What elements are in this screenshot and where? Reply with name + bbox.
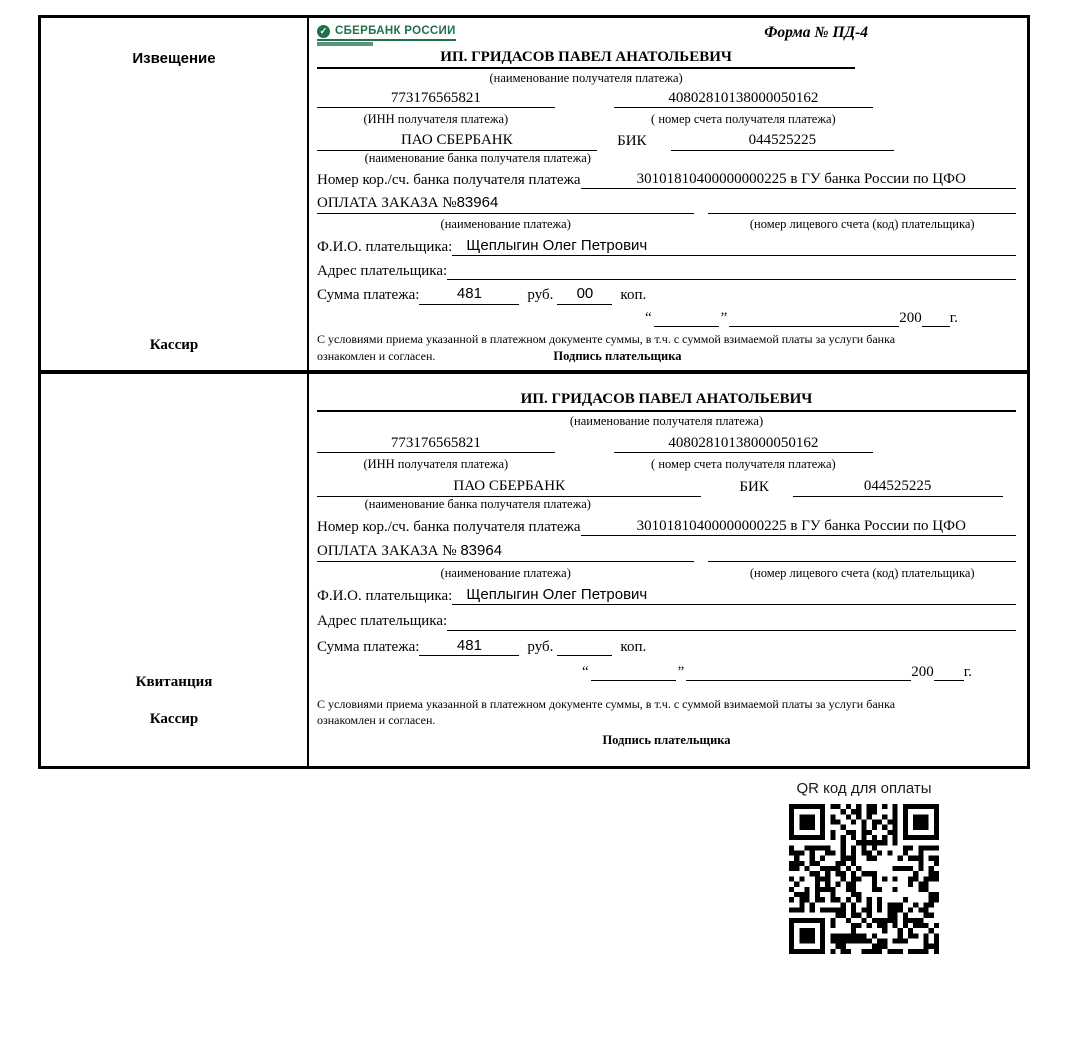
inn-account-row [317, 434, 1016, 453]
inn-caption: (ИНН получателя платежа) [363, 457, 509, 472]
rub-label: руб. [527, 638, 554, 655]
recipient-caption: (наименование получателя платежа) [569, 413, 764, 428]
signature-label: Подпись плательщика [553, 348, 682, 363]
qr-code [789, 804, 939, 954]
signature-label: Подпись плательщика [602, 733, 731, 748]
recipient-block [317, 48, 855, 86]
year-suffix: г. [963, 663, 972, 680]
terms-line2: ознакомлен и согласен. [317, 712, 436, 727]
quote-close: ” [677, 663, 685, 680]
payment-name-label: ОПЛАТА ЗАКАЗА № [317, 195, 457, 212]
payment-name-cell [317, 542, 694, 561]
korr-row [317, 517, 1016, 536]
quote-open: “ [644, 309, 652, 326]
payment-form-pd4 [38, 15, 1030, 769]
notice-title: Извещение [132, 50, 216, 67]
receipt-title: Квитанция [135, 674, 213, 691]
payment-caption: (наименование платежа) [440, 217, 571, 232]
quote-open: “ [581, 663, 589, 680]
bank-caption-row [317, 497, 1016, 511]
payer-name-value: Щеплыгин Олег Петрович [452, 237, 1016, 256]
korr-value: 30101810400000000225 в ГУ банка России по ЦФО [581, 170, 1016, 189]
inn-caption: (ИНН получателя платежа) [363, 111, 509, 126]
address-row [317, 611, 1016, 630]
payment-captions-row [317, 562, 1016, 580]
date-month-blank [729, 308, 899, 327]
receipt-stub [41, 374, 309, 766]
inn-value: 773176565821 [317, 434, 555, 453]
recipient-caption: (наименование получателя платежа) [489, 71, 683, 86]
inn-account-captions [317, 453, 1016, 471]
payer-row [317, 586, 1016, 605]
cashier-label: Кассир [149, 337, 199, 354]
date-day-blank [654, 308, 719, 327]
address-blank [447, 611, 1016, 630]
personal-account-blank [708, 194, 1016, 213]
logo-tagline-strip [317, 42, 373, 46]
payment-captions-row [317, 214, 1016, 232]
payment-caption: (наименование платежа) [440, 565, 571, 580]
account-caption: ( номер счета получателя платежа) [651, 457, 836, 472]
personal-caption: (номер лицевого счета (код) плательщика) [749, 565, 975, 580]
bank-caption: (наименование банка получателя платежа) [364, 496, 591, 511]
recipient-name: ИП. ГРИДАСОВ ПАВЕЛ АНАТОЛЬЕВИЧ [317, 48, 855, 69]
terms-block [317, 697, 1016, 748]
cashier-label: Кассир [149, 711, 199, 728]
date-row [317, 308, 958, 327]
year-blank [922, 308, 950, 327]
personal-account-blank [708, 542, 1016, 561]
payer-row [317, 237, 1016, 256]
sum-kop-value: 00 [557, 285, 612, 304]
sberbank-logo-icon: ✓ [317, 25, 330, 38]
account-caption: ( номер счета получателя платежа) [651, 111, 836, 126]
sum-kop-blank [557, 637, 612, 656]
sum-label: Сумма платежа: [317, 287, 420, 304]
inn-account-captions [317, 108, 1016, 126]
bik-label: БИК [617, 133, 647, 150]
order-number: 83964 [460, 542, 503, 560]
bik-value: 044525225 [671, 131, 895, 150]
sum-rub-value: 481 [419, 285, 519, 304]
sum-rub-value: 481 [419, 637, 519, 656]
bank-caption-row [317, 151, 1016, 165]
personal-caption: (номер лицевого счета (код) плательщика) [749, 217, 975, 232]
notice-section [41, 18, 1027, 370]
kop-label: коп. [620, 638, 647, 655]
sberbank-logo-text: СБЕРБАНК РОССИИ [335, 25, 456, 37]
bank-name-value: ПАО СБЕРБАНК [317, 131, 597, 150]
bik-label: БИК [739, 479, 769, 496]
year-suffix: г. [949, 309, 958, 326]
address-label: Адрес плательщика: [317, 613, 448, 630]
receipt-section [41, 370, 1027, 766]
date-row [317, 662, 972, 681]
terms-line2-row [317, 348, 1016, 365]
rub-label: руб. [527, 287, 554, 304]
notice-content [309, 18, 1027, 370]
payment-name-cell [317, 194, 694, 213]
sum-row [317, 285, 1016, 304]
bank-caption: (наименование банка получателя платежа) [364, 150, 591, 165]
inn-value: 773176565821 [317, 89, 555, 108]
header-row [317, 24, 1016, 46]
korr-label: Номер кор./сч. банка получателя платежа [317, 519, 581, 536]
recipient-name: ИП. ГРИДАСОВ ПАВЕЛ АНАТОЛЬЕВИЧ [317, 390, 1016, 411]
bank-bik-row [317, 131, 1016, 150]
address-blank [447, 261, 1016, 280]
inn-account-row [317, 89, 1016, 108]
receipt-content [309, 374, 1027, 766]
payment-name-label: ОПЛАТА ЗАКАЗА № [317, 543, 457, 560]
terms-block [317, 332, 1016, 364]
bank-name-value: ПАО СБЕРБАНК [317, 477, 701, 496]
date-day-blank [591, 662, 676, 681]
korr-label: Номер кор./сч. банка получателя платежа [317, 171, 581, 188]
address-label: Адрес плательщика: [317, 263, 448, 280]
sum-label: Сумма платежа: [317, 638, 420, 655]
terms-line1: С условиями приема указанной в платежном документе суммы, в т.ч. с суммой взимаемой платы за услуги банка [317, 697, 896, 712]
payer-name-value: Щеплыгин Олег Петрович [452, 586, 1016, 605]
address-row [317, 261, 1016, 280]
year-prefix: 200 [899, 309, 922, 326]
bank-bik-row [317, 477, 1016, 496]
quote-close: ” [720, 309, 728, 326]
payment-name-row [317, 542, 1016, 561]
sberbank-logo [317, 24, 456, 46]
sberbank-logo-line [317, 24, 456, 41]
qr-block [786, 780, 942, 954]
order-number: 83964 [456, 194, 499, 212]
terms-line1: С условиями приема указанной в платежном документе суммы, в т.ч. с суммой взимаемой платы за услуги банка [317, 332, 896, 347]
korr-value: 30101810400000000225 в ГУ банка России по ЦФО [581, 517, 1016, 536]
qr-caption: QR код для оплаты [796, 780, 932, 797]
kop-label: коп. [620, 287, 647, 304]
account-value: 40802810138000050162 [614, 89, 873, 108]
terms-line2: ознакомлен и согласен. [317, 348, 436, 363]
year-prefix: 200 [911, 663, 934, 680]
payer-label: Ф.И.О. плательщика: [317, 588, 453, 605]
year-blank [934, 662, 964, 681]
recipient-block [317, 390, 1016, 428]
korr-row [317, 170, 1016, 189]
sum-row [317, 637, 1016, 656]
form-number: Форма № ПД-4 [764, 24, 868, 41]
account-value: 40802810138000050162 [614, 434, 873, 453]
notice-stub [41, 18, 309, 370]
bik-value: 044525225 [793, 477, 1003, 496]
date-month-blank [686, 662, 911, 681]
payment-name-row [317, 194, 1016, 213]
payer-label: Ф.И.О. плательщика: [317, 238, 453, 255]
